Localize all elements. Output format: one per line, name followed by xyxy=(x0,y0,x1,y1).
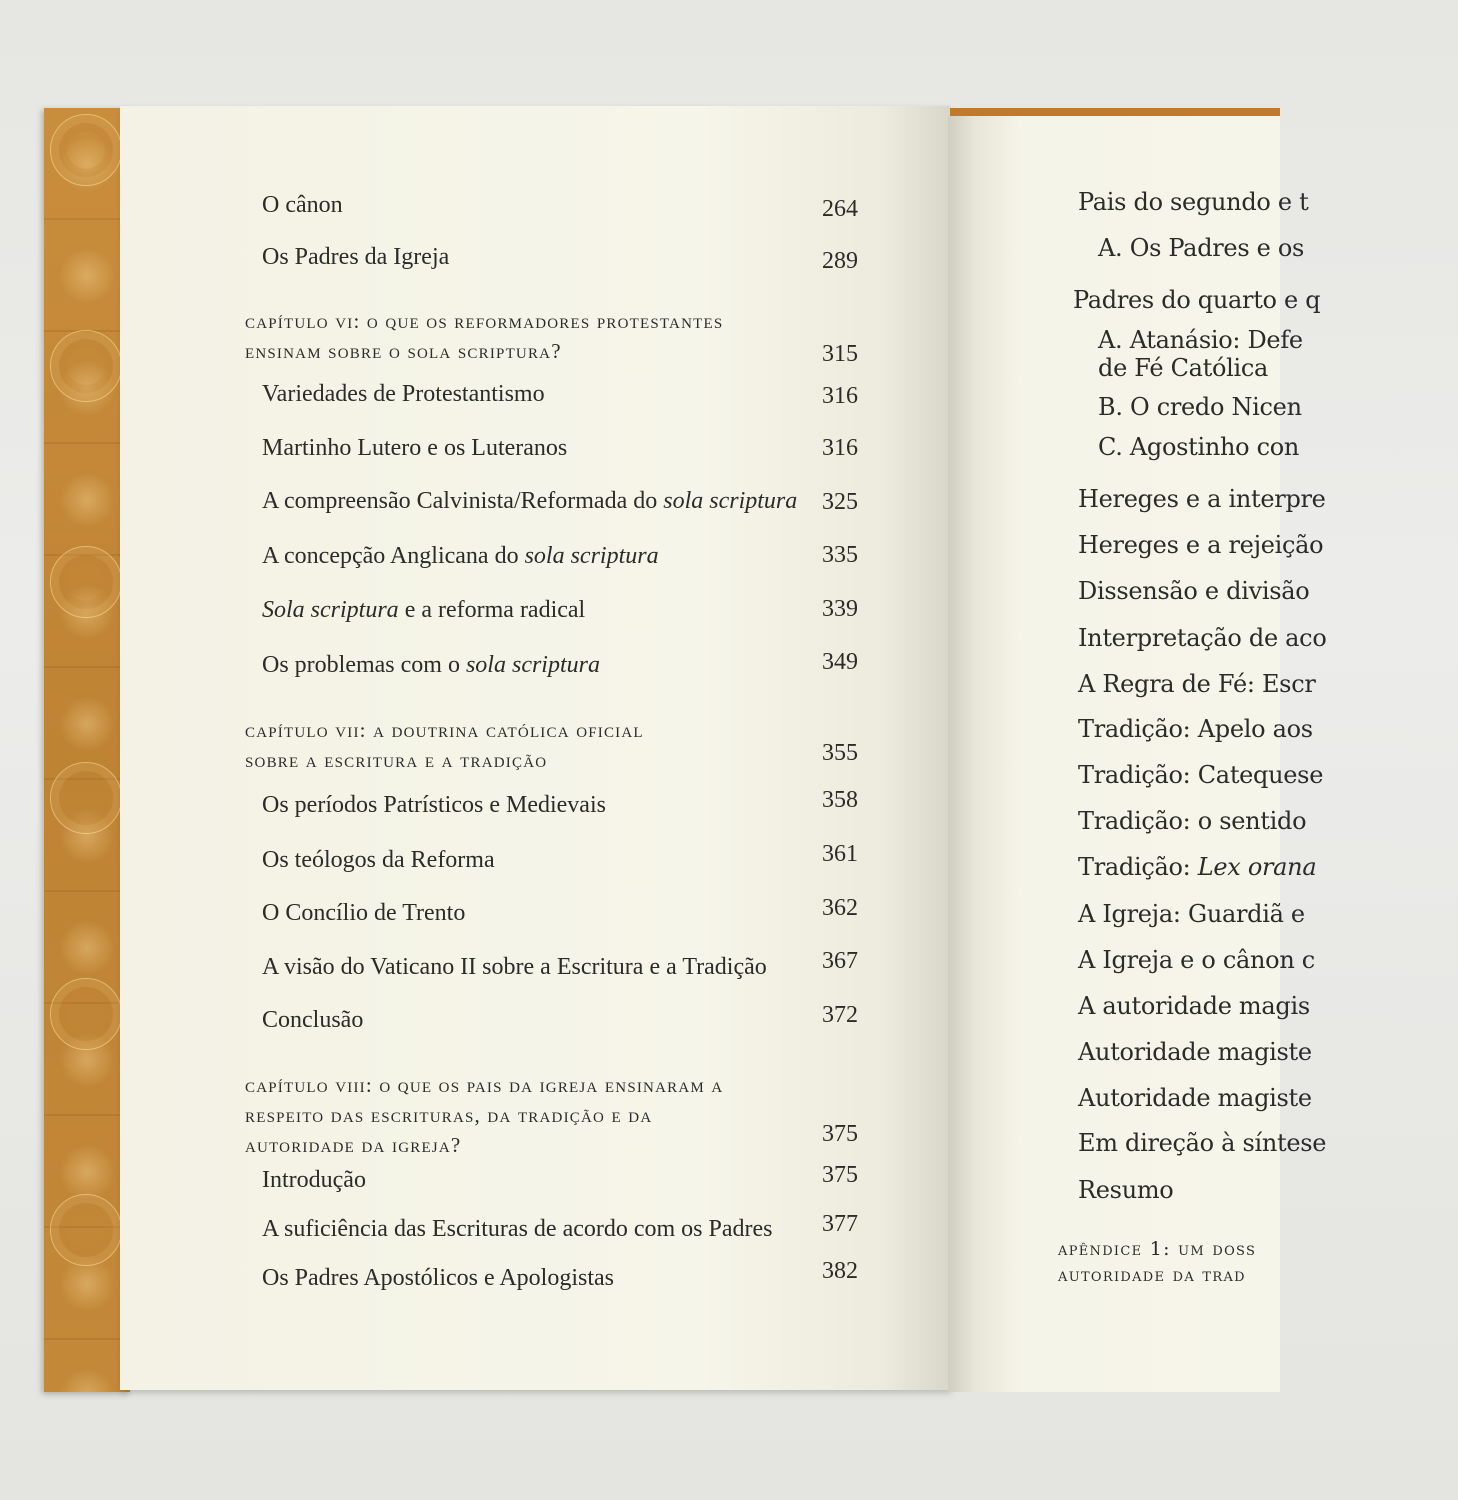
chapter-heading: capítulo viii: o que os pais da igreja ensinaram a respeito das escrituras, da tradição e da autoridade da igreja? xyxy=(245,1073,724,1157)
toc-entry: Tradição: o sentido xyxy=(1078,807,1307,835)
toc-entry: Resumo xyxy=(1078,1176,1174,1204)
page-number: 362 xyxy=(822,895,858,921)
page-number: 355 xyxy=(822,740,858,766)
toc-entry: de Fé Católica xyxy=(1098,354,1269,382)
toc-entry: A Igreja e o cânon c xyxy=(1078,946,1315,974)
toc-entry: C. Agostinho con xyxy=(1098,433,1300,461)
page-number: 372 xyxy=(822,1002,858,1028)
toc-entry: O cânon xyxy=(262,192,343,218)
toc-entry: Autoridade magiste xyxy=(1078,1084,1312,1112)
toc-entry: O Concílio de Trento xyxy=(262,900,466,926)
toc-entry: Tradição: Lex orana xyxy=(1078,853,1317,881)
toc-entry: Hereges e a interpre xyxy=(1078,485,1326,513)
chapter-heading: capítulo vii: a doutrina católica oficial sobre a escritura e a tradição xyxy=(245,718,644,772)
page-number: 316 xyxy=(822,435,858,461)
toc-entry: B. O credo Nicen xyxy=(1098,393,1302,421)
page-number: 361 xyxy=(822,841,858,867)
toc-entry: Os Padres Apostólicos e Apologistas xyxy=(262,1265,614,1291)
toc-entry: Introdução xyxy=(262,1167,366,1193)
toc-entry: Tradição: Catequese xyxy=(1078,761,1324,789)
toc-entry: A autoridade magis xyxy=(1078,992,1310,1020)
page-number: 335 xyxy=(822,542,858,568)
page-number: 339 xyxy=(822,596,858,622)
page-number: 289 xyxy=(822,248,858,274)
toc-entry: A. Os Padres e os xyxy=(1098,234,1305,262)
page-number: 382 xyxy=(822,1258,858,1284)
toc-entry: Padres do quarto e q xyxy=(1073,286,1321,314)
page-number: 358 xyxy=(822,787,858,813)
toc-entry: Tradição: Apelo aos xyxy=(1078,715,1313,743)
toc-entry: Pais do segundo e t xyxy=(1078,188,1309,216)
table-of-contents-right xyxy=(948,116,1327,1392)
toc-entry: Conclusão xyxy=(262,1007,364,1033)
appendix-heading: apêndice 1: um doss autoridade da trad xyxy=(1058,1238,1257,1286)
page-number: 349 xyxy=(822,649,858,675)
toc-entry: A compreensão Calvinista/Reformada do sola scriptura xyxy=(262,488,798,514)
page-number: 367 xyxy=(822,948,858,974)
page-number: 375 xyxy=(822,1121,858,1147)
page-number: 264 xyxy=(822,196,858,222)
page-number: 377 xyxy=(822,1211,858,1237)
page-number: 375 xyxy=(822,1162,858,1188)
toc-entry: Os Padres da Igreja xyxy=(262,244,450,270)
toc-entry: A concepção Anglicana do sola scriptura xyxy=(262,543,659,569)
page-number: 315 xyxy=(822,341,858,367)
page-number: 316 xyxy=(822,383,858,409)
toc-entry: A. Atanásio: Defe xyxy=(1098,326,1303,354)
toc-entry: A Igreja: Guardiã e xyxy=(1078,900,1305,928)
toc-entry: Interpretação de aco xyxy=(1078,624,1327,652)
toc-entry: Hereges e a rejeição xyxy=(1078,531,1324,559)
toc-entry: Em direção à síntese xyxy=(1078,1129,1327,1157)
toc-entry: Os problemas com o sola scriptura xyxy=(262,652,600,678)
toc-entry: A Regra de Fé: Escr xyxy=(1078,670,1316,698)
toc-entry: Autoridade magiste xyxy=(1078,1038,1312,1066)
toc-entry: Martinho Lutero e os Luteranos xyxy=(262,435,568,461)
toc-entry: Os períodos Patrísticos e Medievais xyxy=(262,792,606,818)
toc-entry: Os teólogos da Reforma xyxy=(262,847,495,873)
toc-entry: Sola scriptura e a reforma radical xyxy=(262,597,586,623)
page-number: 325 xyxy=(822,489,858,515)
toc-entry: Variedades de Protestantismo xyxy=(262,381,545,407)
toc-entry: Dissensão e divisão xyxy=(1078,577,1310,605)
toc-entry: A visão do Vaticano II sobre a Escritura e a Tradição xyxy=(262,954,767,980)
toc-entry: A suficiência das Escrituras de acordo com os Padres xyxy=(262,1216,773,1242)
right-page xyxy=(948,116,1327,1392)
chapter-heading: capítulo vi: o que os reformadores protestantes ensinam sobre o sola scriptura? xyxy=(245,309,724,363)
